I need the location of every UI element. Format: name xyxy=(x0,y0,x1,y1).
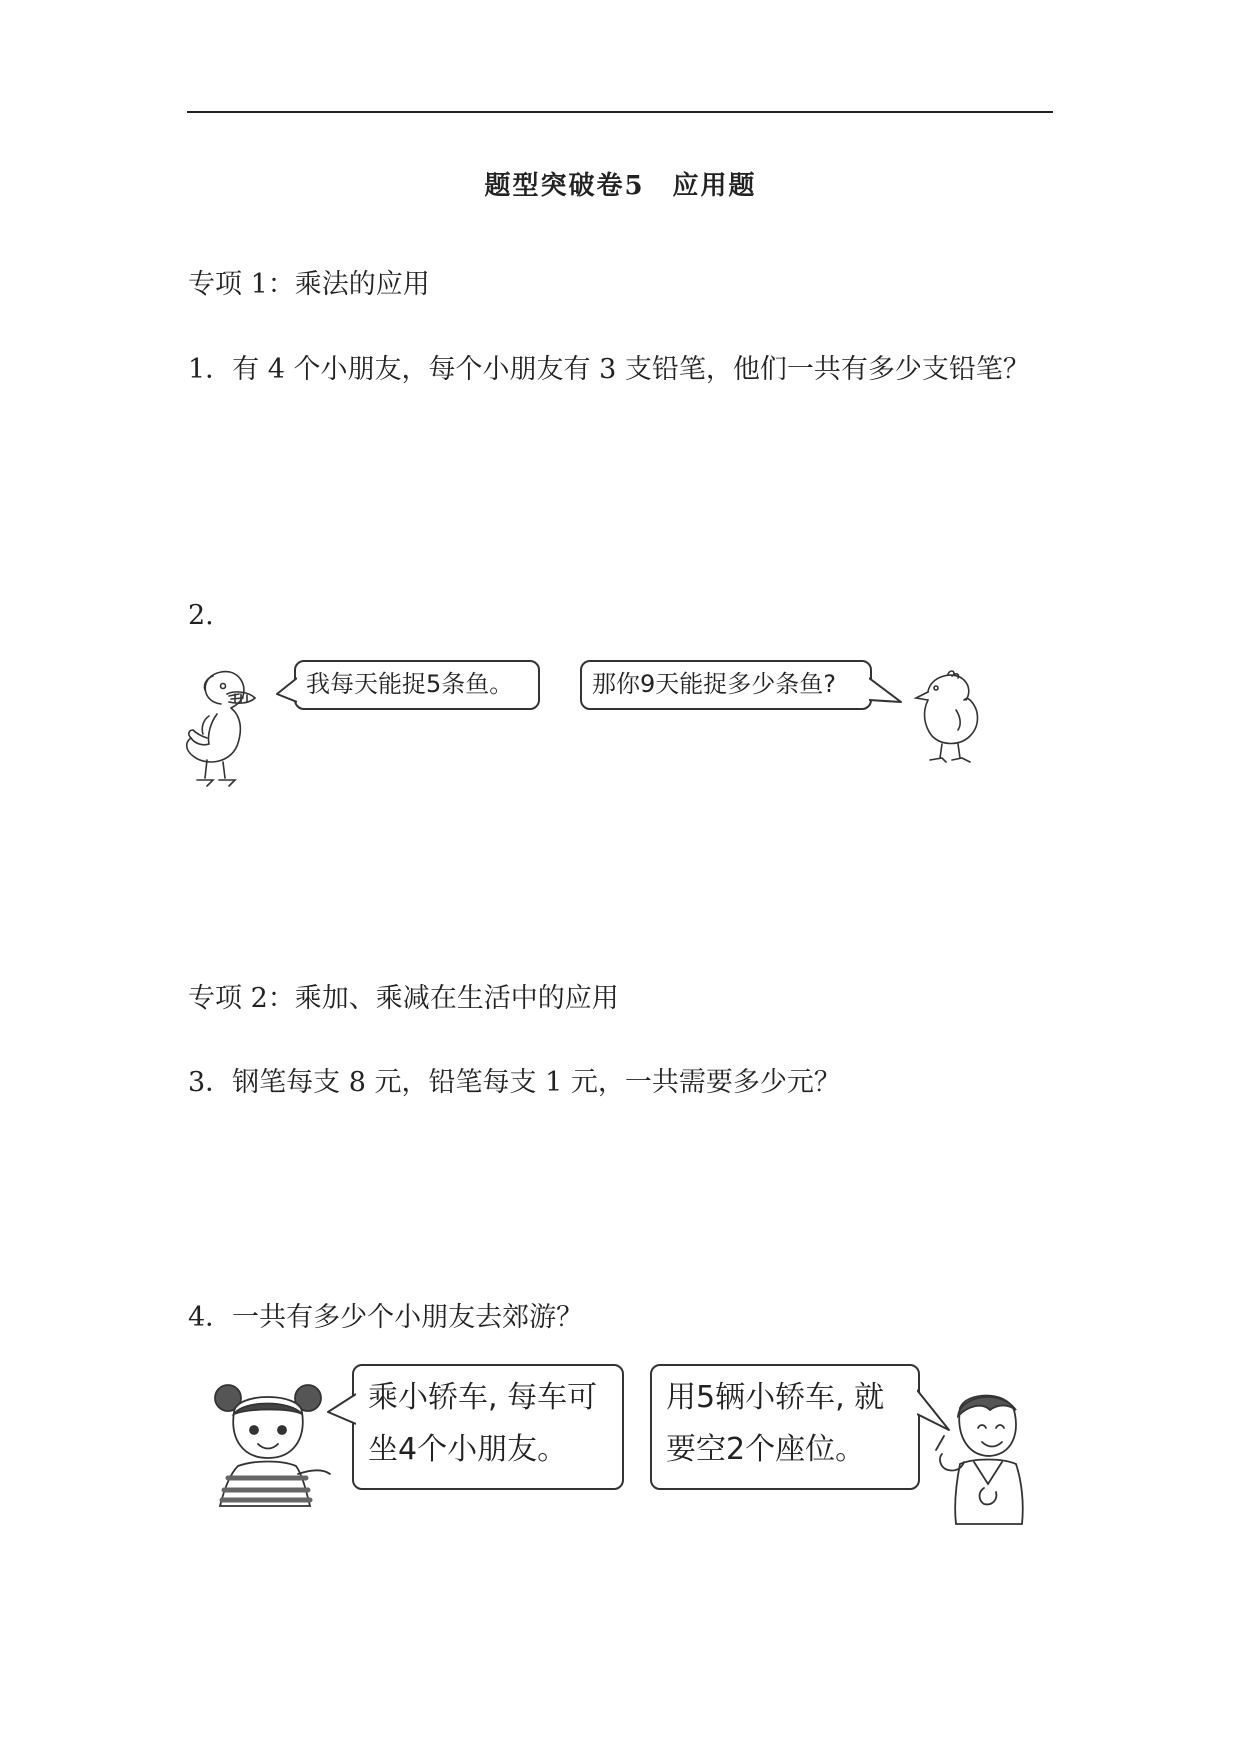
girl-speech-line-1: 乘小轿车, 每车可 xyxy=(368,1380,598,1415)
girl-speech-line-2: 坐4个小朋友。 xyxy=(368,1432,568,1467)
question-2-number: 2. xyxy=(188,600,214,631)
section1-heading: 专项 1：乘法的应用 xyxy=(188,269,430,300)
question-3: 3．钢笔每支 8 元，铅笔每支 1 元，一共需要多少元？ xyxy=(188,1067,841,1098)
boy-speech-line-1: 用5辆小轿车, 就 xyxy=(666,1380,885,1415)
section2-heading: 专项 2：乘加、乘减在生活中的应用 xyxy=(188,983,619,1014)
duck-speech-bubble xyxy=(294,660,540,710)
chick-speech-bubble xyxy=(580,660,872,710)
chick-bubble-tail xyxy=(869,674,903,706)
question-1: 1．有 4 个小朋友，每个小朋友有 3 支铅笔，他们一共有多少支铅笔？ xyxy=(188,354,1030,385)
duck-icon xyxy=(183,664,278,794)
question-4: 4．一共有多少个小朋友去郊游？ xyxy=(188,1302,584,1333)
boy-icon xyxy=(930,1388,1030,1526)
girl-bubble-tail xyxy=(326,1390,356,1430)
chick-icon xyxy=(908,670,996,770)
girl-icon xyxy=(210,1378,335,1508)
boy-speech-line-2: 要空2个座位。 xyxy=(666,1432,866,1467)
girl-speech-bubble xyxy=(352,1364,624,1490)
chick-speech-text: 那你9天能捉多少条鱼? xyxy=(592,670,837,698)
header-rule xyxy=(187,111,1053,113)
duck-bubble-tail xyxy=(275,676,297,706)
duck-speech-text: 我每天能捉5条鱼。 xyxy=(306,670,514,698)
page-title: 题型突破卷5 应用题 xyxy=(484,171,757,201)
boy-speech-bubble xyxy=(650,1364,920,1490)
